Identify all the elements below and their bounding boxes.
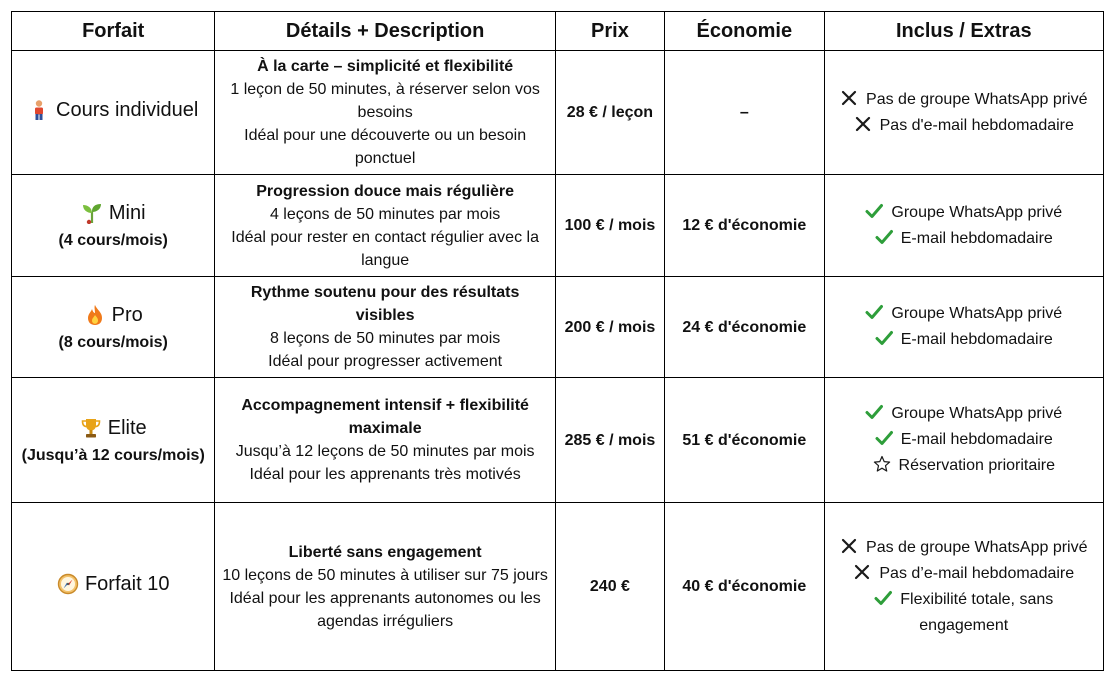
plan-label: Cours individuel — [56, 99, 199, 121]
header-price: Prix — [555, 12, 664, 51]
details-line: 8 leçons de 50 minutes par mois — [269, 330, 501, 347]
check-icon — [875, 329, 893, 347]
check-icon — [865, 303, 883, 321]
table-row — [12, 51, 1104, 175]
pricing-table — [11, 11, 1104, 671]
extra-item — [831, 427, 1097, 453]
price-cell: 240 € — [555, 503, 664, 671]
extra-item — [831, 587, 1097, 639]
extra-item — [831, 535, 1097, 561]
extra-label: Pas d'e-mail hebdomadaire — [879, 116, 1074, 134]
extra-label: Groupe WhatsApp privé — [891, 203, 1063, 221]
plan-label: Elite — [107, 416, 147, 439]
extra-item — [831, 453, 1097, 479]
plan-cell — [12, 51, 215, 175]
table-row — [12, 277, 1104, 378]
details-cell — [215, 503, 555, 671]
table-row — [12, 378, 1104, 503]
table-row — [12, 503, 1104, 671]
extra-label: E-mail hebdomadaire — [900, 331, 1053, 348]
details-line: Idéal pour progresser activement — [268, 353, 503, 370]
header-saving: Économie — [665, 12, 825, 51]
extra-item — [831, 327, 1097, 353]
check-icon — [865, 202, 883, 220]
check-icon — [865, 403, 883, 421]
check-icon — [874, 589, 892, 607]
plan-cell — [12, 378, 215, 503]
price-cell: 100 € / mois — [555, 175, 664, 277]
extra-label: Flexibilité totale, sans engagement — [900, 590, 1054, 634]
cross-icon — [840, 537, 858, 555]
plan-cell — [12, 503, 215, 671]
details-line: 10 leçons de 50 minutes à utiliser sur 75 jours — [222, 566, 548, 584]
price-cell: 200 € / mois — [555, 277, 664, 378]
cross-icon — [853, 563, 871, 581]
cross-icon — [840, 89, 858, 107]
seedling-icon — [81, 202, 103, 224]
star-icon — [873, 455, 891, 473]
extras-cell — [824, 51, 1103, 175]
table-row — [12, 175, 1104, 277]
details-title: Liberté sans engagement — [288, 543, 482, 561]
details-cell — [215, 378, 555, 503]
details-line: 4 leçons de 50 minutes par mois — [269, 205, 501, 223]
extra-item — [831, 301, 1097, 327]
plan-label: Pro — [111, 303, 143, 326]
trophy-icon — [80, 417, 102, 439]
extra-label: Pas de groupe WhatsApp privé — [866, 90, 1088, 108]
price-cell: 285 € / mois — [555, 378, 664, 503]
plan-cell — [12, 175, 215, 277]
price-cell: 28 € / leçon — [555, 51, 664, 175]
extra-item — [831, 113, 1097, 139]
saving-cell: – — [665, 51, 825, 175]
header-plan: Forfait — [12, 12, 215, 51]
plan-name — [28, 97, 198, 123]
details-line: Jusqu’à 12 leçons de 50 minutes par mois — [235, 443, 535, 460]
details-cell — [215, 277, 555, 378]
plan-name — [80, 415, 147, 441]
extra-item — [831, 561, 1097, 587]
plan-subtitle: (8 cours/mois) — [58, 333, 168, 351]
plan-label: Forfait 10 — [84, 573, 170, 595]
plan-name — [84, 302, 143, 328]
details-title: À la carte – simplicité et flexibilité — [257, 58, 514, 75]
plan-name — [57, 571, 169, 597]
extra-label: Groupe WhatsApp privé — [891, 405, 1063, 422]
saving-cell: 40 € d'économie — [665, 503, 825, 671]
extra-label: Pas d’e-mail hebdomadaire — [879, 564, 1075, 582]
extra-label: Réservation prioritaire — [898, 457, 1056, 474]
extra-item — [831, 87, 1097, 113]
extras-cell — [824, 277, 1103, 378]
plan-subtitle: (Jusqu’à 12 cours/mois) — [21, 446, 205, 464]
fire-icon — [84, 304, 106, 326]
extra-item — [831, 200, 1097, 226]
details-line: 1 leçon de 50 minutes, à réserver selon vos besoins — [230, 81, 540, 121]
check-icon — [875, 429, 893, 447]
details-line: Idéal pour les apprenants autonomes ou les agendas irréguliers — [229, 589, 541, 630]
extra-label: E-mail hebdomadaire — [900, 431, 1053, 448]
plan-cell — [12, 277, 215, 378]
details-line: Idéal pour les apprenants très motivés — [249, 466, 521, 483]
header-row — [12, 12, 1104, 51]
saving-cell: 24 € d'économie — [665, 277, 825, 378]
saving-cell: 12 € d'économie — [665, 175, 825, 277]
extras-cell — [824, 503, 1103, 671]
extra-item — [831, 226, 1097, 252]
extra-label: Groupe WhatsApp privé — [891, 305, 1063, 322]
details-title: Accompagnement intensif + flexibilité maximale — [241, 397, 529, 437]
check-icon — [875, 228, 893, 246]
header-details: Détails + Description — [215, 12, 555, 51]
person-icon — [28, 99, 50, 121]
plan-name — [81, 200, 146, 226]
extras-cell — [824, 175, 1103, 277]
extra-label: Pas de groupe WhatsApp privé — [866, 538, 1088, 556]
details-line: Idéal pour une découverte ou un besoin ponctuel — [244, 127, 527, 167]
extras-cell — [824, 378, 1103, 503]
details-line: Idéal pour rester en contact régulier avec la langue — [231, 228, 539, 269]
details-cell — [215, 175, 555, 277]
details-cell — [215, 51, 555, 175]
header-extras: Inclus / Extras — [824, 12, 1103, 51]
details-title: Rythme soutenu pour des résultats visibles — [250, 284, 520, 324]
cross-icon — [854, 115, 872, 133]
saving-cell: 51 € d'économie — [665, 378, 825, 503]
details-title: Progression douce mais régulière — [256, 182, 515, 200]
plan-label: Mini — [108, 202, 146, 224]
plan-subtitle: (4 cours/mois) — [58, 232, 168, 249]
extra-item — [831, 401, 1097, 427]
extra-label: E-mail hebdomadaire — [900, 229, 1053, 247]
compass-icon — [57, 573, 79, 595]
